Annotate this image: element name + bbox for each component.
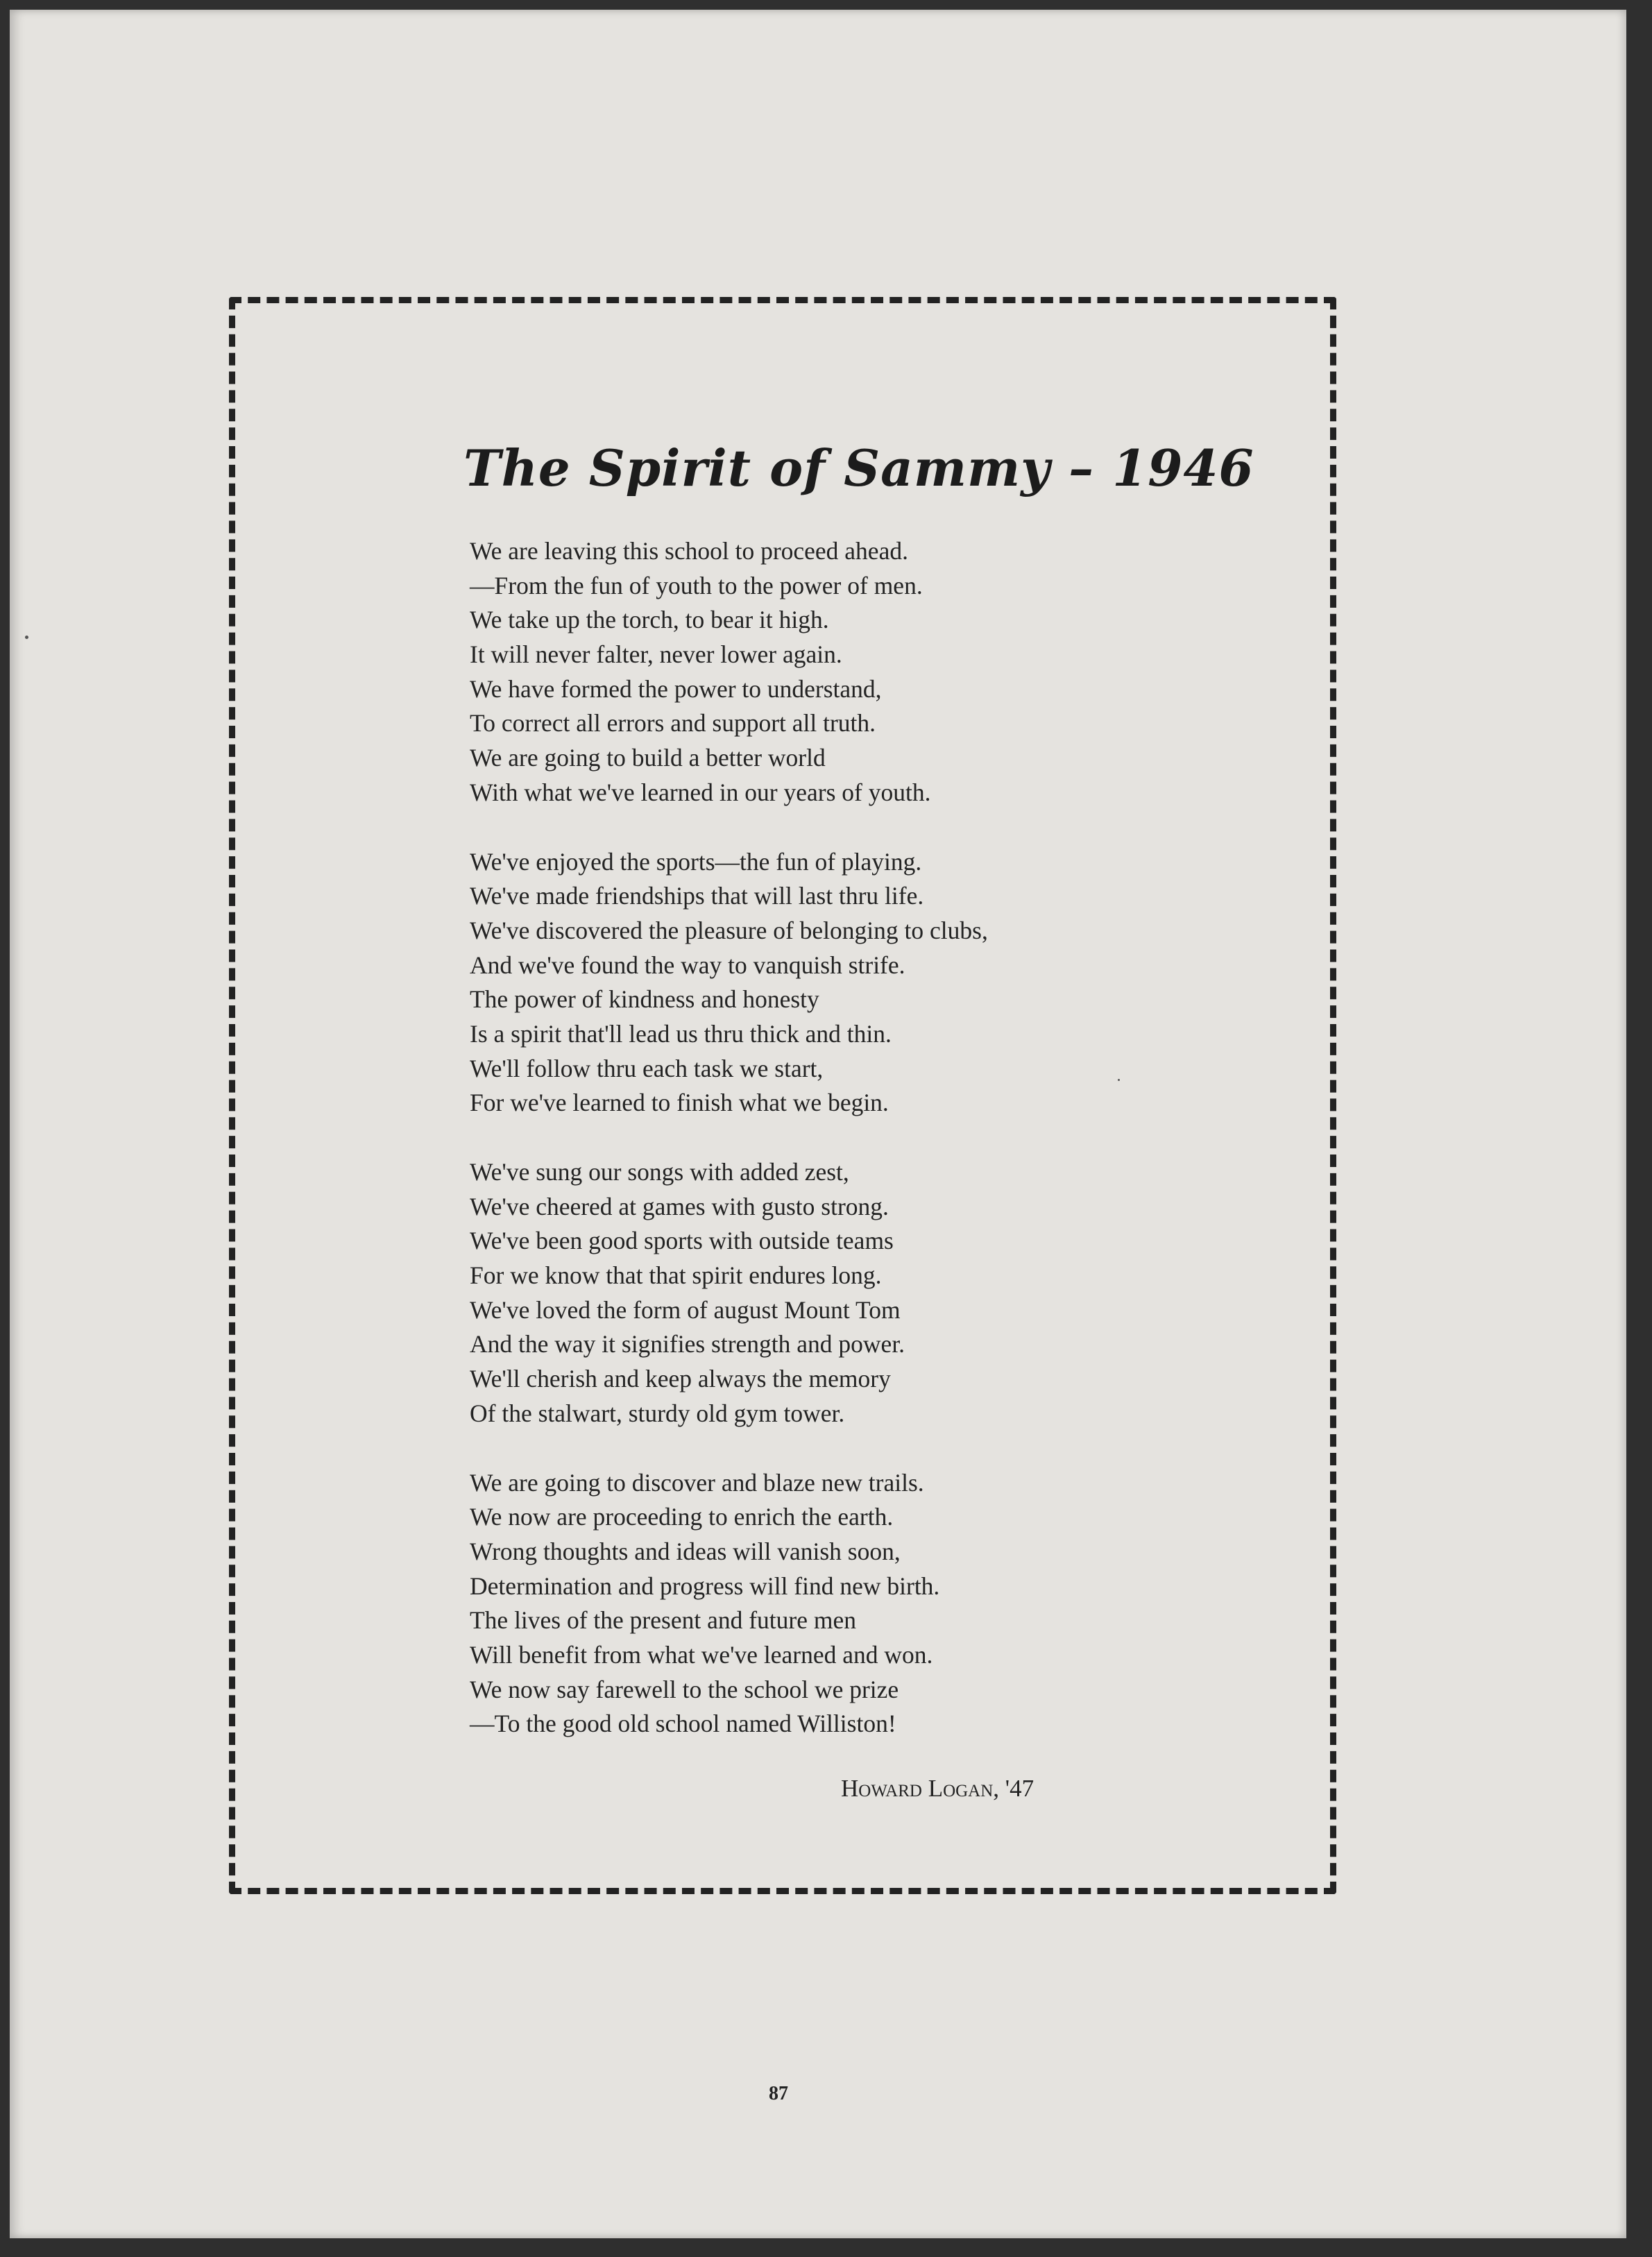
stanza-3 — [470, 1155, 1302, 1431]
poem-line: Of the stalwart, sturdy old gym tower. — [470, 1399, 845, 1427]
dust-speck — [25, 636, 28, 639]
poem-line: We now say farewell to the school we prize — [470, 1675, 899, 1703]
poem-line: The lives of the present and future men — [470, 1606, 856, 1635]
poem-line: We'll cherish and keep always the memory — [470, 1365, 891, 1393]
poem-line: We've enjoyed the sports—the fun of playing. — [470, 847, 922, 876]
poem-author: Howard Logan, '47 — [841, 1775, 1034, 1802]
poem-line: We've made friendships that will last thru life. — [470, 882, 924, 910]
poem-line: —From the fun of youth to the power of men. — [470, 571, 923, 599]
poem-line: For we know that that spirit endures long. — [470, 1261, 882, 1290]
poem-line: We are going to build a better world — [470, 744, 826, 772]
poem-line: We are leaving this school to proceed ahead. — [470, 537, 908, 565]
poem-line: We now are proceeding to enrich the earth. — [470, 1503, 894, 1531]
stanza-4 — [470, 1466, 1302, 1742]
stanza-2 — [470, 845, 1302, 1121]
poem-line: Will benefit from what we've learned and won. — [470, 1640, 933, 1669]
poem-line: And the way it signifies strength and power. — [470, 1330, 905, 1359]
stanza-1 — [470, 534, 1302, 810]
poem-line: For we've learned to finish what we begin. — [470, 1089, 889, 1117]
poem-line: We'll follow thru each task we start, — [470, 1054, 824, 1082]
poem-line: It will never falter, never lower again. — [470, 640, 842, 669]
poem-line: We've cheered at games with gusto strong. — [470, 1192, 889, 1220]
poem-line: With what we've learned in our years of youth. — [470, 778, 931, 806]
poem-line: —To the good old school named Williston! — [470, 1710, 896, 1738]
poem-line: We are going to discover and blaze new trails. — [470, 1468, 924, 1497]
poem-line: To correct all errors and support all truth. — [470, 709, 876, 738]
poem-line: We have formed the power to understand, — [470, 674, 882, 703]
poem-line: Wrong thoughts and ideas will vanish soon, — [470, 1537, 901, 1565]
poem-line: Determination and progress will find new birth. — [470, 1572, 940, 1600]
poem-line: And we've found the way to vanquish strife. — [470, 951, 905, 979]
poem-line: We take up the torch, to bear it high. — [470, 606, 829, 634]
poem-body — [470, 534, 1302, 1776]
page-number: 87 — [769, 2083, 788, 2104]
poem-line: The power of kindness and honesty — [470, 985, 819, 1014]
poem-title: The Spirit of Sammy – 1946 — [463, 438, 1254, 497]
poem-line: We've been good sports with outside teams — [470, 1227, 894, 1255]
poem-line: Is a spirit that'll lead us thru thick and thin. — [470, 1019, 892, 1048]
poem-line: We've sung our songs with added zest, — [470, 1158, 849, 1186]
poem-line: We've discovered the pleasure of belonging to clubs, — [470, 916, 988, 944]
poem-line: We've loved the form of august Mount Tom — [470, 1295, 901, 1324]
